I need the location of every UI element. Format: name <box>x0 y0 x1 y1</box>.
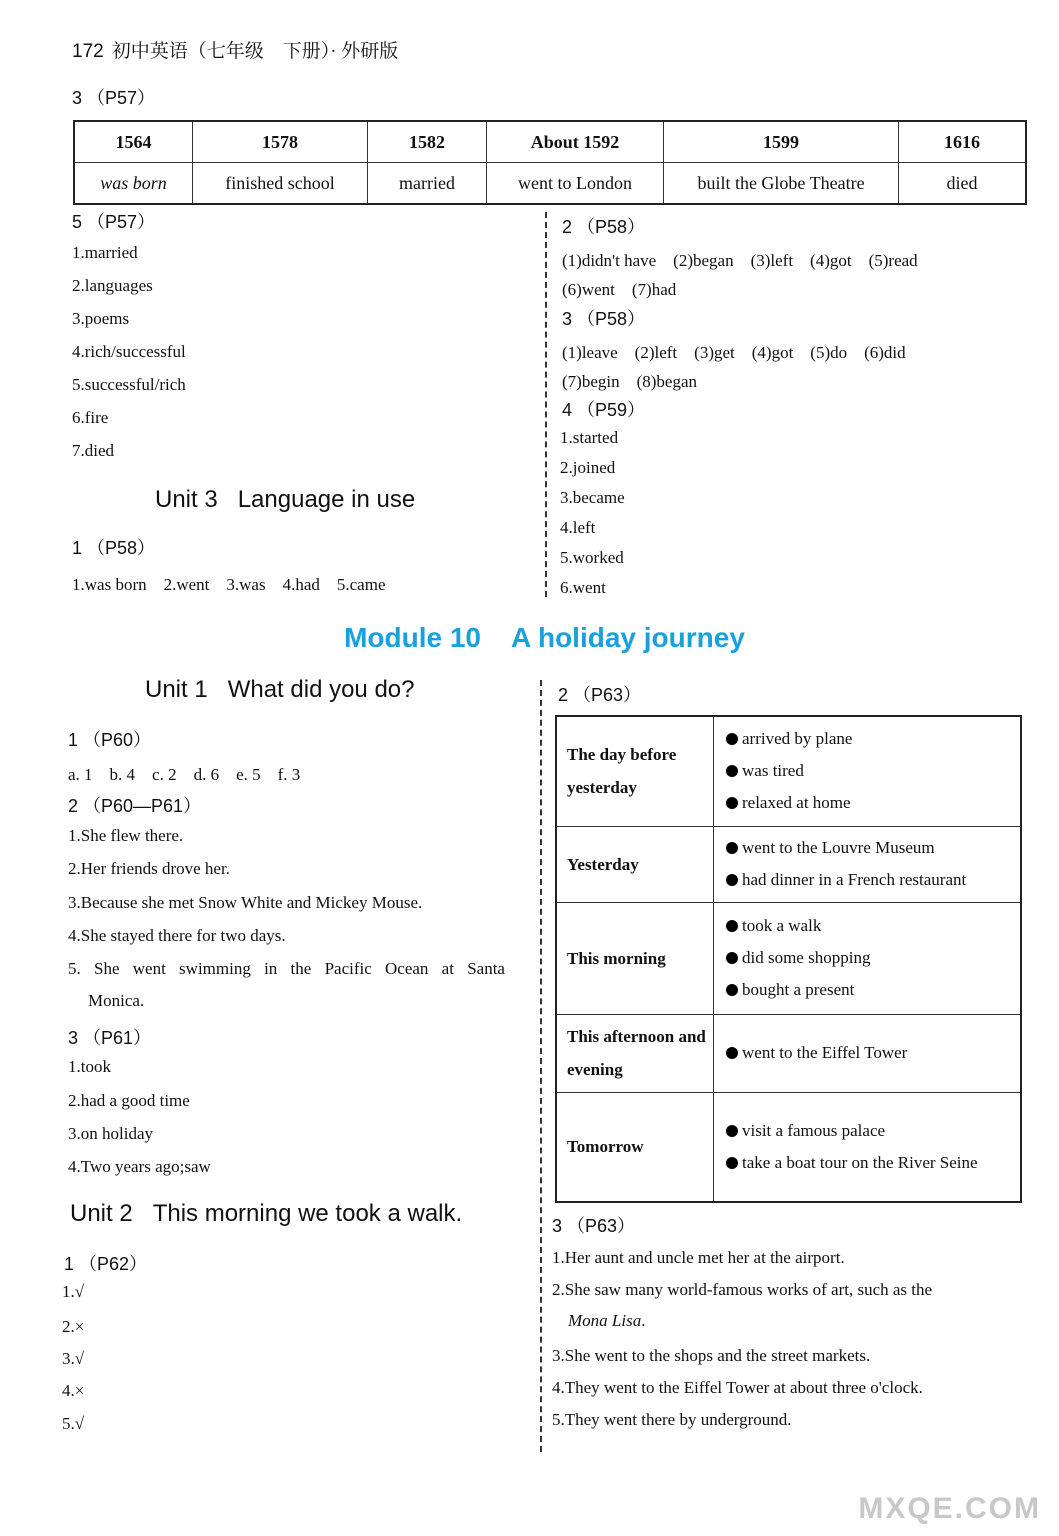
table-row <box>556 826 1021 902</box>
table-row <box>556 1014 1021 1092</box>
row-label: Tomorrow <box>556 1092 714 1202</box>
list-item: went to the Eiffel Tower <box>726 1037 1019 1069</box>
unit-number: Unit 2 <box>70 1200 133 1227</box>
book-title: 初中英语（七年级 下册）· 外研版 <box>111 41 399 62</box>
section-label: 2 （P63） <box>558 685 642 705</box>
answer-line: (1)leave (2)left (3)get (4)got (5)do (6)did <box>562 343 906 362</box>
list-item: 3.became <box>560 488 625 507</box>
list-item: 4.left <box>560 518 596 537</box>
list-item: 2.× <box>62 1317 85 1336</box>
table-cell: finished school <box>193 163 368 205</box>
table-cell: married <box>368 163 487 205</box>
list-item: 5. She went swimming in the Pacific Ocean at Santa <box>68 959 505 978</box>
section-label: 2 （P60—P61） <box>68 796 202 816</box>
list-item: went to the Louvre Museum <box>726 832 1019 864</box>
table-row <box>74 121 1026 163</box>
unit-heading <box>145 676 415 704</box>
list-item: 5.√ <box>62 1414 85 1433</box>
bullet-icon <box>726 842 738 854</box>
list-item: 3.on holiday <box>68 1124 153 1143</box>
bullet-icon <box>726 952 738 964</box>
table-cell: built the Globe Theatre <box>664 163 899 205</box>
list-item: 1.Her aunt and uncle met her at the airport. <box>552 1248 845 1267</box>
page-header <box>72 36 398 63</box>
list-item: 2.languages <box>72 276 153 295</box>
bullet-icon <box>726 874 738 886</box>
list-item: 3.Because she met Snow White and Mickey Mouse. <box>68 893 423 912</box>
list-item: Monica. <box>88 991 145 1010</box>
list-item: visit a famous palace <box>726 1115 1019 1147</box>
table-row <box>556 1092 1021 1202</box>
page-number: 172 <box>72 41 104 62</box>
answer-line: 1.was born 2.went 3.was 4.had 5.came <box>72 575 386 594</box>
section-label: 5 （P57） <box>72 212 156 232</box>
answer-line: (1)didn't have (2)began (3)left (4)got (5)read <box>562 251 918 270</box>
row-content <box>714 826 1022 902</box>
list-item: 1.√ <box>62 1282 85 1301</box>
list-item: 2.She saw many world-famous works of art, such as the <box>552 1280 933 1299</box>
answer-line: (7)begin (8)began <box>562 372 698 391</box>
table-cell: went to London <box>487 163 664 205</box>
list-item: 3.poems <box>72 309 130 328</box>
module-name: A holiday journey <box>511 622 745 653</box>
row-content <box>714 1092 1022 1202</box>
list-item: 2.joined <box>560 458 616 477</box>
list-item: 6.fire <box>72 408 109 427</box>
section-label: 3 （P57） <box>72 88 156 108</box>
list-item: 2.Her friends drove her. <box>68 859 230 878</box>
bullet-icon <box>726 984 738 996</box>
section-label: 3 （P61） <box>68 1028 152 1048</box>
unit-number: Unit 1 <box>145 676 208 703</box>
artwork-title: Mona Lisa <box>568 1311 642 1330</box>
answer-line: (6)went (7)had <box>562 280 677 299</box>
list-item: 4.They went to the Eiffel Tower at about three o'clock. <box>552 1378 923 1397</box>
table-row <box>556 716 1021 826</box>
list-item: 5.worked <box>560 548 624 567</box>
column-divider <box>540 680 542 1452</box>
table-cell: 1599 <box>664 121 899 163</box>
unit-name: This morning we took a walk. <box>152 1200 463 1227</box>
table-cell: About 1592 <box>487 121 664 163</box>
list-item: 6.went <box>560 578 606 597</box>
row-label: This afternoon and evening <box>556 1014 714 1092</box>
list-item: 4.Two years ago;saw <box>68 1157 211 1176</box>
row-label: This morning <box>556 902 714 1014</box>
row-label: Yesterday <box>556 826 714 902</box>
section-label: 2 （P58） <box>562 217 646 237</box>
list-item: bought a present <box>726 974 1019 1006</box>
row-content <box>714 902 1022 1014</box>
unit-name: Language in use <box>237 486 416 513</box>
list-item: 4.rich/successful <box>72 342 186 361</box>
list-item: 2.had a good time <box>68 1091 190 1110</box>
list-item: had dinner in a French restaurant <box>726 864 1019 896</box>
list-item: 5.They went there by underground. <box>552 1410 792 1429</box>
schedule-table <box>555 715 1022 1203</box>
list-item: took a walk <box>726 910 1019 942</box>
table-cell: 1582 <box>368 121 487 163</box>
list-item: 7.died <box>72 441 115 460</box>
bullet-icon <box>726 1047 738 1059</box>
row-content <box>714 716 1022 826</box>
list-item: 3.√ <box>62 1349 85 1368</box>
bullet-icon <box>726 733 738 745</box>
bullet-icon <box>726 797 738 809</box>
unit-heading <box>70 1200 462 1228</box>
row-content <box>714 1014 1022 1092</box>
list-item: 1.She flew there. <box>68 826 184 845</box>
table-cell: 1616 <box>899 121 1027 163</box>
section-label: 1 （P62） <box>64 1254 148 1274</box>
module-heading <box>0 622 1059 654</box>
column-divider <box>545 212 547 597</box>
table-row <box>74 163 1026 205</box>
row-label: The day before yesterday <box>556 716 714 826</box>
list-item: 4.She stayed there for two days. <box>68 926 286 945</box>
unit-heading <box>155 486 415 514</box>
bullet-icon <box>726 765 738 777</box>
watermark: MXQE.COM <box>858 1492 1041 1525</box>
section-label: 3 （P58） <box>562 309 646 329</box>
unit-number: Unit 3 <box>155 486 218 513</box>
unit-name: What did you do? <box>227 676 415 703</box>
list-item: 3.She went to the shops and the street markets. <box>552 1346 871 1365</box>
section-label: 1 （P60） <box>68 730 152 750</box>
table-cell: died <box>899 163 1027 205</box>
bullet-icon <box>726 1157 738 1169</box>
list-item: relaxed at home <box>726 787 1019 819</box>
list-item: 4.× <box>62 1381 85 1400</box>
list-item: 5.successful/rich <box>72 375 186 394</box>
list-item: did some shopping <box>726 942 1019 974</box>
list-item: 1.started <box>560 428 619 447</box>
list-item: 1.took <box>68 1057 111 1076</box>
list-item: Mona Lisa. <box>568 1311 646 1330</box>
answer-line: a. 1 b. 4 c. 2 d. 6 e. 5 f. 3 <box>68 765 301 784</box>
section-label: 4 （P59） <box>562 400 646 420</box>
table-cell: 1578 <box>193 121 368 163</box>
section-label: 3 （P63） <box>552 1216 636 1236</box>
section-label: 1 （P58） <box>72 538 156 558</box>
table-row <box>556 902 1021 1014</box>
list-item: was tired <box>726 755 1019 787</box>
list-item: arrived by plane <box>726 723 1019 755</box>
bullet-icon <box>726 1125 738 1137</box>
list-item: 1.married <box>72 243 138 262</box>
table-cell: was born <box>74 163 193 205</box>
list-item: take a boat tour on the River Seine <box>726 1147 1019 1178</box>
bullet-icon <box>726 920 738 932</box>
timeline-table <box>73 120 1027 205</box>
module-number: Module 10 <box>344 622 482 653</box>
table-cell: 1564 <box>74 121 193 163</box>
